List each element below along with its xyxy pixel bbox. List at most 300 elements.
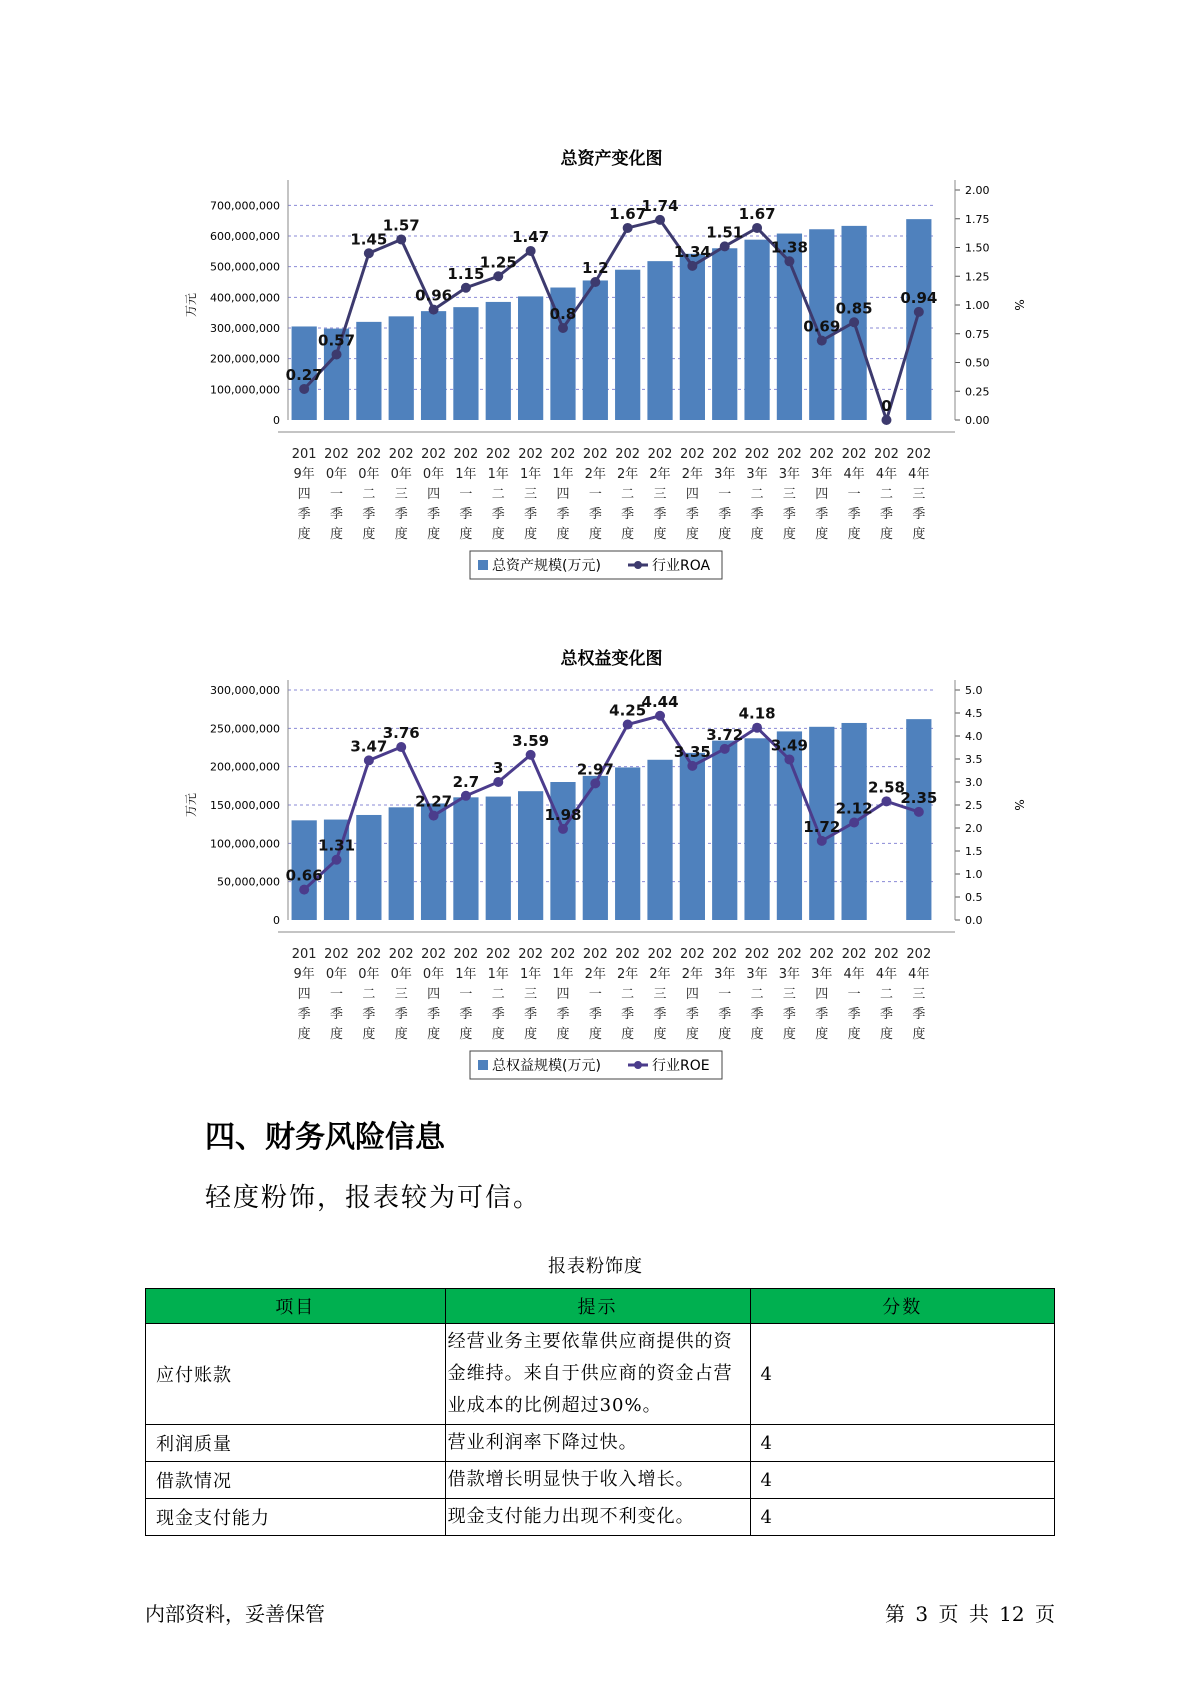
y-tick-label: 400,000,000 <box>210 291 280 305</box>
x-tick-label: 4年 <box>875 967 898 982</box>
row-score: 4 <box>750 1499 1055 1536</box>
y2-tick-label: 4.5 <box>965 707 983 720</box>
x-tick-label: 202 <box>582 947 608 962</box>
x-tick-label: 0年 <box>358 467 380 482</box>
x-tick-label: 202 <box>777 947 802 962</box>
legend-line-label: 行业ROA <box>652 558 711 574</box>
x-tick-label: 度 <box>297 527 311 542</box>
bar <box>712 248 737 420</box>
data-label: 1.98 <box>544 805 582 824</box>
x-tick-label: 202 <box>421 947 446 962</box>
x-tick-label: 季 <box>362 1007 376 1022</box>
x-tick-label: 季 <box>491 1007 505 1022</box>
x-tick-label: 201 <box>291 947 317 962</box>
y2-tick-label: 0.5 <box>965 891 983 904</box>
data-label: 4.18 <box>738 704 776 723</box>
y-tick-label: 0 <box>273 914 280 927</box>
x-tick-label: 度 <box>394 1027 408 1042</box>
line-point <box>623 223 633 233</box>
x-tick-label: 2年 <box>681 967 704 982</box>
x-tick-label: 2年 <box>649 967 671 982</box>
section-summary: 轻度粉饰，报表较为可信。 <box>205 1183 542 1213</box>
x-tick-label: 1年 <box>519 467 542 482</box>
x-tick-label: 度 <box>621 527 635 542</box>
line-point <box>784 754 794 764</box>
x-tick-label: 3年 <box>714 967 736 982</box>
x-tick-label: 度 <box>847 527 861 542</box>
x-tick-label: 度 <box>718 527 732 542</box>
y-tick-label: 150,000,000 <box>210 799 280 812</box>
x-tick-label: 度 <box>459 1027 473 1042</box>
x-tick-label: 度 <box>394 527 408 542</box>
line-point <box>687 261 697 271</box>
x-tick-label: 季 <box>750 507 764 522</box>
x-tick-label: 二 <box>621 987 635 1002</box>
x-tick-label: 度 <box>750 527 764 542</box>
table-header-row <box>146 1289 1055 1324</box>
x-tick-label: 0年 <box>390 967 412 982</box>
x-tick-label: 一 <box>588 487 602 502</box>
x-tick-label: 一 <box>330 987 344 1002</box>
data-label: 1.34 <box>673 242 711 261</box>
line-point <box>881 796 891 806</box>
x-tick-label: 季 <box>815 1007 829 1022</box>
row-item: 现金支付能力 <box>146 1499 446 1536</box>
x-tick-label: 202 <box>841 447 867 462</box>
x-tick-label: 季 <box>912 507 926 522</box>
x-tick-label: 4年 <box>875 467 898 482</box>
y-tick-label: 600,000,000 <box>210 230 280 243</box>
data-label: 2.27 <box>415 792 453 811</box>
legend-bar-swatch <box>478 1060 488 1070</box>
line-point <box>396 742 406 752</box>
x-tick-label: 3年 <box>811 967 833 982</box>
x-tick-label: 202 <box>453 447 479 462</box>
table-caption: 报表粉饰度 <box>548 1256 643 1277</box>
x-tick-label: 季 <box>653 507 667 522</box>
data-label: 3 <box>493 759 504 777</box>
x-tick-label: 202 <box>906 447 932 462</box>
row-item: 借款情况 <box>146 1462 446 1499</box>
x-tick-label: 度 <box>556 527 570 542</box>
x-tick-label: 度 <box>427 527 441 542</box>
y2-tick-label: 5.0 <box>965 684 983 697</box>
bar <box>518 296 543 420</box>
row-item: 利润质量 <box>146 1425 446 1462</box>
x-tick-label: 季 <box>297 1007 311 1022</box>
x-tick-label: 0年 <box>358 967 380 982</box>
x-tick-label: 度 <box>782 1027 796 1042</box>
bar <box>421 803 446 920</box>
y2-tick-label: 1.25 <box>965 270 990 284</box>
y2-tick-label: 2.0 <box>965 822 983 835</box>
x-tick-label: 季 <box>782 1007 796 1022</box>
x-tick-label: 2年 <box>681 467 704 482</box>
data-label: 1.38 <box>770 238 808 257</box>
row-hint: 现金支付能力出现不利变化。 <box>445 1499 750 1536</box>
x-tick-label: 202 <box>550 447 576 462</box>
chart-title: 总权益变化图 <box>560 649 663 669</box>
total-equity-chart-svg <box>0 640 1191 1100</box>
x-tick-label: 二 <box>362 987 376 1002</box>
data-label: 1.72 <box>803 817 841 836</box>
x-tick-label: 度 <box>750 1027 764 1042</box>
data-label: 1.67 <box>738 204 776 223</box>
x-tick-label: 四 <box>556 487 570 502</box>
x-tick-label: 四 <box>556 987 570 1002</box>
x-tick-label: 202 <box>550 947 576 962</box>
bar <box>680 753 705 920</box>
table-row <box>146 1499 1055 1536</box>
y-tick-label: 300,000,000 <box>210 322 280 335</box>
y-tick-label: 250,000,000 <box>210 722 280 736</box>
bar <box>518 791 543 920</box>
y-tick-label: 100,000,000 <box>210 837 280 851</box>
data-label: 2.97 <box>576 760 614 779</box>
x-tick-label: 4年 <box>908 467 930 482</box>
y2-tick-label: 1.00 <box>965 299 990 312</box>
x-tick-label: 度 <box>912 527 926 542</box>
row-score: 4 <box>750 1425 1055 1462</box>
data-label: 2.35 <box>900 788 938 807</box>
header-score: 分数 <box>750 1289 1055 1324</box>
x-tick-label: 202 <box>874 447 899 462</box>
x-tick-label: 度 <box>491 1027 505 1042</box>
bar <box>906 719 931 920</box>
x-tick-label: 二 <box>362 487 376 502</box>
y-tick-label: 500,000,000 <box>210 260 280 274</box>
bar <box>453 797 478 920</box>
data-label: 3.49 <box>770 736 808 755</box>
line-point <box>590 277 600 287</box>
x-tick-label: 季 <box>427 1007 441 1022</box>
data-label: 2.7 <box>452 772 480 791</box>
x-tick-label: 1年 <box>455 967 477 982</box>
line-point <box>817 336 827 346</box>
line-point <box>623 720 633 730</box>
x-tick-label: 度 <box>653 1027 667 1042</box>
footer-note: 内部资料，妥善保管 <box>145 1602 325 1626</box>
line-point <box>396 234 406 244</box>
x-tick-label: 季 <box>718 507 732 522</box>
line-point <box>558 824 568 834</box>
line-point <box>558 323 568 333</box>
x-tick-label: 1年 <box>487 467 509 482</box>
x-tick-label: 三 <box>524 987 538 1002</box>
x-tick-label: 一 <box>459 987 473 1002</box>
x-tick-label: 季 <box>524 1007 538 1022</box>
x-tick-label: 季 <box>588 1007 602 1022</box>
y2-tick-label: 0.50 <box>965 356 990 370</box>
x-tick-label: 季 <box>621 1007 635 1022</box>
x-tick-label: 三 <box>912 487 926 502</box>
data-label: 0.57 <box>318 331 356 350</box>
y2-tick-label: 4.0 <box>965 730 983 743</box>
data-label: 1.15 <box>447 264 485 283</box>
line-point <box>590 778 600 788</box>
line-point <box>493 271 503 281</box>
x-tick-label: 2年 <box>617 967 639 982</box>
x-tick-label: 0年 <box>325 967 348 982</box>
x-tick-label: 1年 <box>552 967 574 982</box>
x-tick-label: 202 <box>615 447 641 462</box>
x-tick-label: 一 <box>588 987 602 1002</box>
bar <box>647 261 672 420</box>
total-assets-chart <box>0 140 1191 600</box>
row-hint: 借款增长明显快于收入增长。 <box>445 1462 750 1499</box>
x-tick-label: 一 <box>718 487 732 502</box>
x-tick-label: 度 <box>330 1027 344 1042</box>
line-point <box>429 811 439 821</box>
x-tick-label: 201 <box>291 447 317 462</box>
data-label: 1.67 <box>609 204 647 223</box>
x-tick-label: 度 <box>815 1027 829 1042</box>
bar <box>583 280 608 420</box>
bar <box>615 767 640 920</box>
bar <box>615 270 640 420</box>
x-tick-label: 1年 <box>552 467 574 482</box>
row-hint: 营业利润率下降过快。 <box>445 1425 750 1462</box>
bar <box>744 240 769 420</box>
bar <box>453 307 478 420</box>
x-tick-label: 202 <box>841 947 867 962</box>
x-tick-label: 季 <box>750 1007 764 1022</box>
bar <box>486 302 511 420</box>
data-label: 4.25 <box>609 701 647 720</box>
x-tick-label: 季 <box>685 507 699 522</box>
line-point <box>784 256 794 266</box>
x-tick-label: 季 <box>491 507 505 522</box>
x-tick-label: 季 <box>556 1007 570 1022</box>
x-tick-label: 202 <box>744 447 770 462</box>
x-tick-label: 三 <box>394 987 408 1002</box>
data-label: 1.31 <box>318 836 356 855</box>
x-tick-label: 度 <box>427 1027 441 1042</box>
x-tick-label: 季 <box>847 1007 861 1022</box>
x-tick-label: 202 <box>712 447 738 462</box>
x-tick-label: 1年 <box>455 467 477 482</box>
y2-tick-label: 2.5 <box>965 799 983 812</box>
y2-tick-label: 1.50 <box>965 241 990 255</box>
x-tick-label: 202 <box>485 447 511 462</box>
section-heading: 四、财务风险信息 <box>205 1120 445 1155</box>
row-score: 4 <box>750 1324 1055 1425</box>
line-point <box>429 305 439 315</box>
legend-bar-label: 总资产规模(万元) <box>492 558 601 574</box>
x-tick-label: 202 <box>906 947 932 962</box>
x-tick-label: 三 <box>524 487 538 502</box>
x-tick-label: 三 <box>912 987 926 1002</box>
data-label: 1.74 <box>641 196 679 215</box>
line-point <box>655 711 665 721</box>
x-tick-label: 4年 <box>908 967 930 982</box>
x-tick-label: 度 <box>588 1027 602 1042</box>
line-point <box>332 855 342 865</box>
x-tick-label: 3年 <box>778 967 801 982</box>
x-tick-label: 四 <box>685 987 699 1002</box>
x-tick-label: 季 <box>427 507 441 522</box>
data-label: 0.94 <box>900 288 938 307</box>
bar <box>356 322 381 420</box>
x-tick-label: 202 <box>874 947 899 962</box>
x-tick-label: 三 <box>782 487 796 502</box>
x-tick-label: 202 <box>388 947 414 962</box>
x-tick-label: 度 <box>847 1027 861 1042</box>
x-tick-label: 季 <box>362 507 376 522</box>
x-tick-label: 季 <box>718 1007 732 1022</box>
table-row <box>146 1462 1055 1499</box>
bar <box>744 738 769 920</box>
line-point <box>461 283 471 293</box>
data-label: 3.72 <box>706 725 744 744</box>
table-row <box>146 1425 1055 1462</box>
x-tick-label: 季 <box>394 1007 408 1022</box>
y-tick-label: 200,000,000 <box>210 760 280 774</box>
y2-tick-label: 3.5 <box>965 753 983 766</box>
x-tick-label: 202 <box>679 447 705 462</box>
bar <box>356 815 381 920</box>
x-tick-label: 季 <box>330 1007 344 1022</box>
bar <box>389 807 414 920</box>
bar <box>389 316 414 420</box>
data-label: 2.58 <box>867 778 905 797</box>
total-assets-chart-svg <box>0 140 1191 600</box>
x-tick-label: 9年 <box>293 967 315 982</box>
data-label: 0.27 <box>285 365 323 384</box>
line-point <box>914 807 924 817</box>
x-tick-label: 一 <box>330 487 344 502</box>
y2-tick-label: 2.00 <box>965 184 990 197</box>
x-tick-label: 1年 <box>519 967 542 982</box>
data-label: 4.44 <box>641 692 679 711</box>
x-tick-label: 0年 <box>390 467 412 482</box>
x-tick-label: 度 <box>879 1027 893 1042</box>
x-tick-label: 202 <box>777 447 802 462</box>
x-tick-label: 202 <box>647 447 673 462</box>
x-tick-label: 度 <box>556 1027 570 1042</box>
x-tick-label: 二 <box>750 487 764 502</box>
x-tick-label: 202 <box>744 947 770 962</box>
bar <box>712 741 737 920</box>
x-tick-label: 0年 <box>422 467 445 482</box>
y-axis-label: 万元 <box>184 292 198 318</box>
y2-tick-label: 3.0 <box>965 776 983 789</box>
table-row <box>146 1324 1055 1425</box>
data-label: 3.59 <box>512 731 550 750</box>
y2-tick-label: 0.0 <box>965 914 983 927</box>
x-tick-label: 季 <box>297 507 311 522</box>
line-point <box>720 744 730 754</box>
y2-tick-label: 0.00 <box>965 414 990 427</box>
x-tick-label: 度 <box>718 1027 732 1042</box>
data-label: 0.69 <box>803 317 841 336</box>
x-tick-label: 四 <box>815 487 829 502</box>
x-tick-label: 季 <box>879 1007 893 1022</box>
x-tick-label: 1年 <box>487 967 509 982</box>
x-tick-label: 三 <box>782 987 796 1002</box>
line-point <box>720 241 730 251</box>
x-tick-label: 二 <box>621 487 635 502</box>
line-point <box>849 317 859 327</box>
line-point <box>914 307 924 317</box>
x-tick-label: 季 <box>556 507 570 522</box>
x-tick-label: 季 <box>330 507 344 522</box>
x-tick-label: 季 <box>879 507 893 522</box>
x-tick-label: 三 <box>653 987 667 1002</box>
x-tick-label: 0年 <box>325 467 348 482</box>
bar <box>550 782 575 920</box>
total-equity-chart <box>0 640 1191 1100</box>
x-tick-label: 一 <box>718 987 732 1002</box>
x-tick-label: 二 <box>491 987 505 1002</box>
x-tick-label: 202 <box>485 947 511 962</box>
y-tick-label: 700,000,000 <box>210 199 280 213</box>
x-tick-label: 季 <box>815 507 829 522</box>
legend-line-marker <box>634 561 642 569</box>
data-label: 3.76 <box>382 724 420 743</box>
x-tick-label: 度 <box>524 1027 538 1042</box>
data-label: 1.45 <box>350 230 388 249</box>
legend-bar-label: 总权益规模(万元) <box>492 1058 601 1074</box>
x-tick-label: 四 <box>297 987 311 1002</box>
x-tick-label: 202 <box>809 947 835 962</box>
data-label: 1.57 <box>382 216 420 235</box>
x-tick-label: 四 <box>427 987 441 1002</box>
x-tick-label: 二 <box>491 487 505 502</box>
y2-tick-label: 1.0 <box>965 868 983 881</box>
data-label: 1.2 <box>582 259 609 277</box>
bar <box>421 311 446 420</box>
x-tick-label: 3年 <box>746 967 768 982</box>
x-tick-label: 季 <box>653 1007 667 1022</box>
x-tick-label: 3年 <box>811 467 833 482</box>
x-tick-label: 一 <box>847 987 861 1002</box>
x-tick-label: 四 <box>815 987 829 1002</box>
x-tick-label: 度 <box>297 1027 311 1042</box>
x-tick-label: 202 <box>582 447 608 462</box>
line-point <box>687 761 697 771</box>
line-point <box>526 246 536 256</box>
y-axis-label: 万元 <box>184 792 198 818</box>
x-tick-label: 9年 <box>293 467 315 482</box>
x-tick-label: 季 <box>524 507 538 522</box>
data-label: 0.66 <box>285 866 323 885</box>
x-tick-label: 度 <box>588 527 602 542</box>
x-tick-label: 202 <box>356 447 382 462</box>
y-tick-label: 200,000,000 <box>210 352 280 366</box>
x-tick-label: 三 <box>653 487 667 502</box>
bar <box>647 760 672 920</box>
data-label: 3.47 <box>350 737 388 756</box>
x-tick-label: 202 <box>615 947 641 962</box>
x-tick-label: 二 <box>879 987 893 1002</box>
row-hint: 经营业务主要依靠供应商提供的资金维持。来自于供应商的资金占营业成本的比例超过30%。 <box>445 1324 750 1425</box>
x-tick-label: 度 <box>685 1027 699 1042</box>
x-tick-label: 度 <box>782 527 796 542</box>
x-tick-label: 3年 <box>778 467 801 482</box>
line-point <box>817 836 827 846</box>
line-point <box>332 349 342 359</box>
x-tick-label: 二 <box>879 487 893 502</box>
y-tick-label: 0 <box>273 414 280 427</box>
x-tick-label: 四 <box>685 487 699 502</box>
y-tick-label: 300,000,000 <box>210 684 280 697</box>
data-label: 1.25 <box>479 253 517 272</box>
legend-bar-swatch <box>478 560 488 570</box>
x-tick-label: 一 <box>459 487 473 502</box>
data-label: 0.85 <box>835 299 873 318</box>
y2-tick-label: 1.5 <box>965 845 983 858</box>
